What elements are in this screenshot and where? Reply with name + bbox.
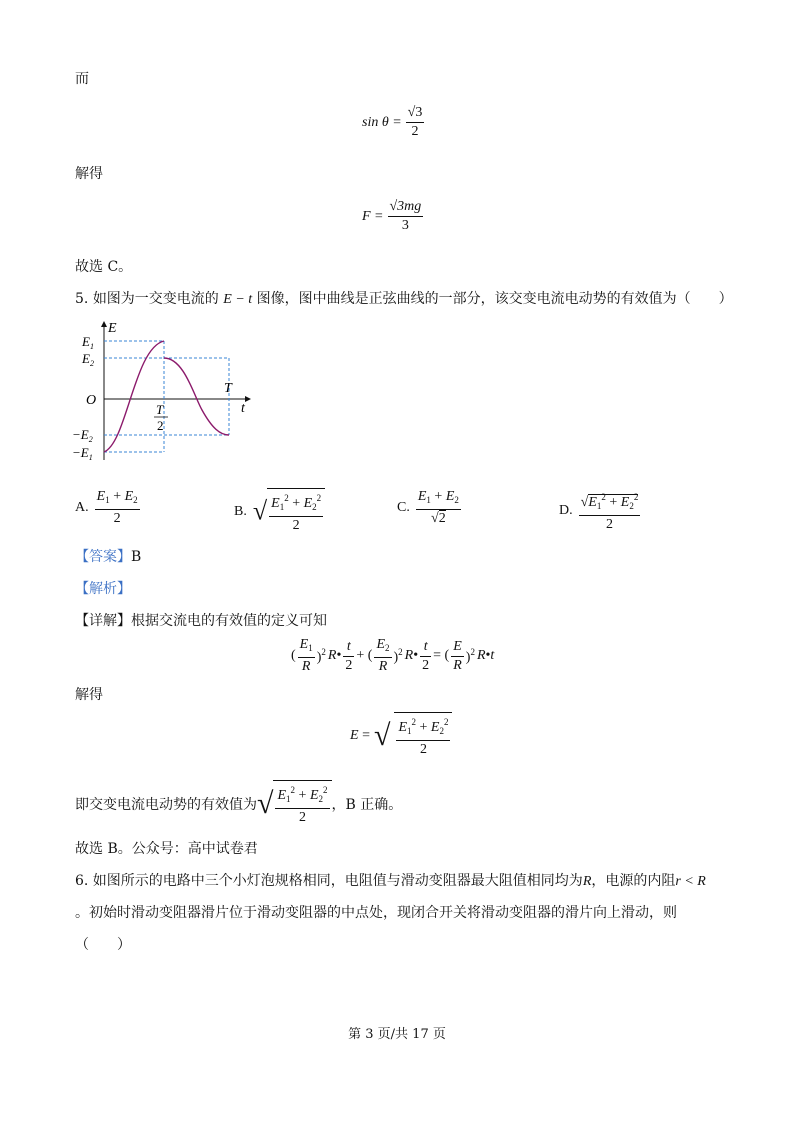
label-E: E: [108, 321, 117, 336]
e-t-graph: [72, 318, 262, 468]
label-E2: $E_2$: [82, 351, 94, 368]
option-c-expr: $\frac{E_1 + E_2}{√2}$: [417, 489, 459, 526]
page-footer: 第 3 页/共 17 页: [348, 1027, 446, 1042]
detail-tag: 【详解】: [75, 613, 131, 629]
conclusion-a: 即交变电流电动势的有效值为: [75, 796, 257, 813]
label-t: t: [241, 401, 245, 416]
eq1-den: 2: [411, 124, 419, 139]
analysis-tag: 【解析】: [75, 581, 131, 597]
question-5: [75, 288, 733, 308]
question-6-line-2: 。初始时滑动变阻器滑片位于滑动变阻器的中点处，现闭合开关将滑动变阻器的滑片向上滑动，则: [75, 905, 677, 921]
label-T: T: [224, 381, 232, 396]
detail-line: [75, 610, 327, 630]
label-E1: $E_1$: [82, 334, 94, 351]
question-6-line-1: 6. 如图所示的电路中三个小灯泡规格相同，电阻值与滑动变阻器最大阻值相同均为R，电源的内阻r < R: [75, 873, 706, 889]
text-er: 而: [75, 71, 89, 87]
q5-et: E − t: [223, 292, 253, 307]
equation-energy: ( $\frac{E_1}{R}$ )$^2$ R• $\frac{t}{2}$ + ( $\frac{E_2}{R}$ )$^2$ R• $\frac{t}{2}$ = ( $\frac{E}{R}$ )$^2$ R•t: [291, 637, 495, 674]
option-c-label: C.: [397, 500, 410, 515]
option-d-label: D.: [559, 503, 573, 518]
option-c[interactable]: [397, 488, 461, 528]
equation-sin-theta: [362, 104, 424, 141]
option-b-label: B.: [234, 503, 247, 519]
option-d-expr: $\frac{√E_1^2 + E_2^2}{2}$: [579, 488, 641, 534]
label-neg-E1: $-E_1$: [72, 445, 93, 462]
text-jiede-1: 解得: [75, 166, 103, 182]
label-neg-E2: $-E_2$: [72, 427, 93, 444]
eq1-num: √3: [406, 104, 425, 123]
option-d[interactable]: [559, 488, 640, 534]
text-answer-prev: 故选 C。: [75, 259, 133, 275]
eq2-lhs: F =: [362, 208, 384, 224]
conclusion-b: ，B 正确。: [331, 796, 403, 813]
eq2-num: √3mg: [388, 198, 424, 217]
answer-value: B: [131, 549, 142, 565]
option-b-expr: √ $\frac{E_1^2 + E_2^2}{2}$: [253, 488, 325, 535]
conclusion-line: 即交变电流电动势的有效值为 √ $\frac{E_1^2 + E_2^2}{2}$ ，B 正确。: [75, 780, 402, 827]
option-a-label: A.: [75, 500, 89, 515]
answer-line: [75, 546, 141, 566]
option-a-expr: $\frac{E_1 + E_2}{2}$: [96, 489, 138, 526]
eq2-den: 3: [401, 218, 409, 233]
detail-text: 根据交流电的有效值的定义可知: [131, 613, 327, 629]
label-O: O: [86, 393, 97, 408]
equation-result: E = √ $\frac{E_1^2 + E_2^2}{2}$: [350, 712, 452, 759]
equation-force: [362, 198, 423, 235]
eq1-lhs: sin θ =: [362, 114, 402, 130]
option-b[interactable]: [234, 488, 325, 535]
text-jiede-2: 解得: [75, 687, 103, 703]
label-T-half-den: 2: [157, 418, 164, 433]
option-a[interactable]: [75, 488, 140, 528]
q5-text-b: 图像，图中曲线是正弦曲线的一部分，该交变电流电动势的有效值为（ ）: [256, 291, 733, 307]
q5-text-a: 如图为一交变电流的: [92, 291, 219, 307]
q5-number: 5.: [75, 291, 89, 307]
final-answer: 故选 B。公众号：高中试卷君: [75, 841, 258, 857]
answer-tag: 【答案】: [75, 549, 131, 565]
label-T-half-num: T: [156, 402, 164, 417]
question-6-line-3: （ ）: [75, 937, 131, 953]
